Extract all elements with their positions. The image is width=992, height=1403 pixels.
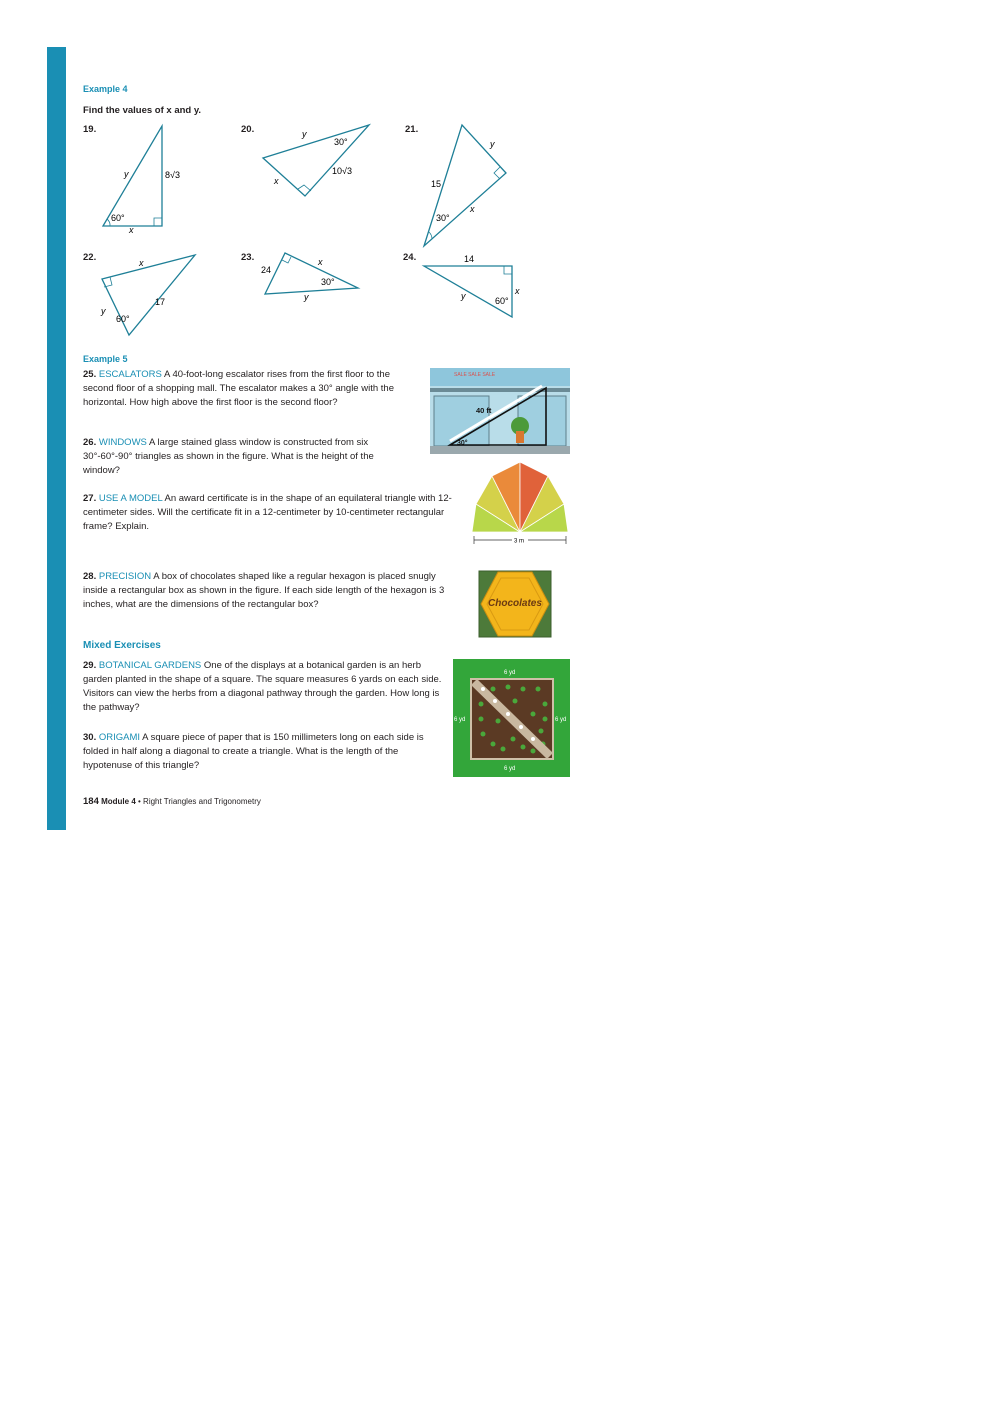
fig23-y: y	[304, 292, 309, 302]
module-label: Module 4	[101, 797, 136, 806]
problem-30	[83, 731, 438, 773]
problem-29-number: 29.	[83, 660, 97, 671]
fig21-x: x	[470, 204, 475, 214]
fig19-angle: 60°	[111, 213, 125, 223]
figure-23-number: 23.	[241, 252, 255, 263]
garden-top-label: 6 yd	[504, 670, 516, 676]
fig21-y: y	[490, 139, 495, 149]
example-5-heading: Example 5	[83, 354, 128, 364]
fig23-x: x	[318, 257, 323, 267]
figure-23-triangle	[255, 248, 365, 306]
chocolate-box-image	[478, 570, 552, 638]
garden-image	[453, 659, 570, 777]
figure-21-triangle	[420, 120, 515, 250]
fig24-side: 14	[464, 254, 475, 264]
fig19-y: y	[124, 169, 129, 179]
fig19-x: x	[129, 225, 134, 235]
window-width: 3 m	[514, 538, 525, 545]
page-number: 184	[83, 796, 99, 807]
problem-27	[83, 492, 463, 534]
footer-separator: •	[138, 797, 141, 806]
problem-26-number: 26.	[83, 437, 97, 448]
fig22-side: 17	[155, 297, 166, 307]
figure-24-triangle	[418, 250, 528, 322]
fig21-side: 15	[431, 179, 442, 189]
problem-25	[83, 368, 408, 410]
problem-27-text: An award certificate is in the shape of an equilateral triangle with 12-centimeter sides. Will the certificate fit in a 12-centimeter by 10-centimeter rectangular frame? Explain.	[83, 493, 452, 532]
figure-20-number: 20.	[241, 124, 255, 135]
problem-27-number: 27.	[83, 493, 97, 504]
page-footer	[83, 796, 261, 807]
problem-29	[83, 659, 443, 715]
escalator-image	[430, 368, 570, 454]
chapter-title: Right Triangles and Trigonometry	[143, 797, 261, 806]
fig22-y: y	[101, 306, 106, 316]
problem-29-text: One of the displays at a botanical garden is an herb garden planted in the shape of a square. The square measures 6 yards on each side. Visitors can view the herbs from a diagonal pathway through the garden. How long is the pathway?	[83, 660, 442, 713]
problem-26-text: A large stained glass window is constructed from six 30°-60°-90° triangles as shown in the figure. What is the height of the window?	[83, 437, 374, 476]
instruction-text: Find the values of x and y.	[83, 105, 202, 116]
figure-22-triangle	[95, 250, 205, 338]
window-image	[470, 460, 570, 548]
problem-29-keyword: BOTANICAL GARDENS	[98, 660, 202, 671]
fig22-angle: 60°	[116, 314, 130, 324]
garden-left-label: 6 yd	[454, 717, 466, 723]
figure-19-triangle	[95, 120, 185, 238]
chocolate-label: Chocolates	[488, 598, 542, 609]
escalator-sign: SALE SALE SALE	[454, 372, 496, 378]
problem-28	[83, 570, 461, 612]
problem-30-text: A square piece of paper that is 150 millimeters long on each side is folded in half along a diagonal to create a triangle. What is the length of the hypotenuse of this triangle?	[83, 732, 424, 771]
escalator-length: 40 ft	[476, 406, 492, 415]
figure-22-number: 22.	[83, 252, 97, 263]
mixed-exercises-heading: Mixed Exercises	[83, 640, 161, 651]
problem-27-keyword: USE A MODEL	[98, 493, 163, 504]
sidebar-bar	[47, 47, 66, 830]
problem-26	[83, 436, 403, 478]
problem-28-keyword: PRECISION	[98, 571, 152, 582]
fig19-side: 8√3	[165, 170, 180, 180]
escalator-angle: 30°	[457, 440, 468, 447]
problem-25-keyword: ESCALATORS	[98, 369, 162, 380]
instruction	[83, 105, 201, 116]
figure-21-number: 21.	[405, 124, 419, 135]
fig24-angle: 60°	[495, 296, 509, 306]
problem-28-text: A box of chocolates shaped like a regular hexagon is placed snugly inside a rectangular box as shown in the figure. If each side length of the hexagon is 3 inches, what are the dimensions of the rectangular box?	[83, 571, 445, 610]
fig24-x: x	[515, 286, 520, 296]
fig20-y: y	[302, 129, 307, 139]
problem-30-keyword: ORIGAMI	[98, 732, 141, 743]
example-4-heading: Example 4	[83, 84, 128, 94]
problem-25-number: 25.	[83, 369, 97, 380]
problem-26-keyword: WINDOWS	[98, 437, 147, 448]
figure-24-number: 24.	[403, 252, 417, 263]
garden-right-label: 6 yd	[555, 717, 567, 723]
fig20-side: 10√3	[332, 166, 352, 176]
figure-20-triangle	[255, 120, 380, 200]
garden-bottom-label: 6 yd	[504, 766, 516, 772]
fig20-angle: 30°	[334, 137, 348, 147]
fig23-side: 24	[261, 265, 272, 275]
problem-30-number: 30.	[83, 732, 97, 743]
fig20-x: x	[274, 176, 279, 186]
fig24-y: y	[461, 291, 466, 301]
problem-28-number: 28.	[83, 571, 97, 582]
fig22-x: x	[139, 258, 144, 268]
problem-25-text: A 40-foot-long escalator rises from the first floor to the second floor of a shopping mall. The escalator makes a 30° angle with the horizontal. How high above the first floor is the second floor?	[83, 369, 394, 408]
fig21-angle: 30°	[436, 213, 450, 223]
fig23-angle: 30°	[321, 277, 335, 287]
figure-19-number: 19.	[83, 124, 97, 135]
